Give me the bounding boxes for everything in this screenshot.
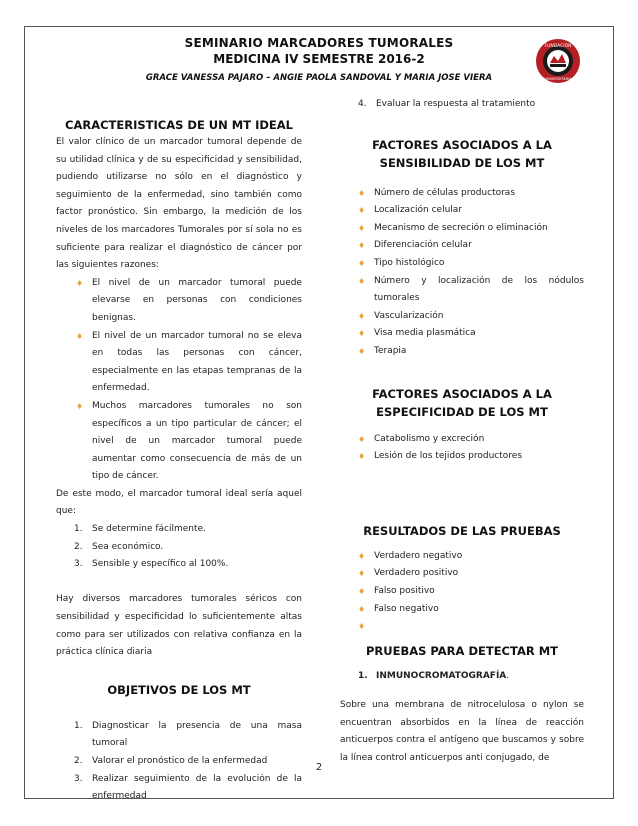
list-item: 2. Sea económico. [74, 541, 164, 552]
specificity-factors-list [340, 431, 584, 466]
list-item: ♦ Verdadero negativo [340, 548, 584, 566]
ideal-intro: De este modo, el marcador tumoral ideal sería aquel que: [56, 488, 302, 517]
list-item: ♦ El nivel de un marcador tumoral no se eleva en todas las personas con cáncer, especialmente en las etapas tempranas de la enfermedad. [56, 328, 302, 398]
tests-list [340, 668, 584, 686]
objectives-list-continued [340, 96, 584, 114]
doc-authors: GRACE VANESSA PAJARO – ANGIE PAOLA SANDOVAL Y MARIA JOSE VIERA [145, 73, 493, 83]
diamond-bullet-icon: ♦ [76, 401, 84, 411]
logo-bottom-text: UNIVERSITARIA [544, 77, 572, 81]
university-logo [535, 38, 581, 84]
list-item: ♦ Vascularización [340, 308, 584, 326]
diamond-bullet-icon: ♦ [358, 258, 366, 268]
list-item: 2. Valorar el pronóstico de la enfermedad [74, 756, 268, 766]
diamond-bullet-icon: ♦ [358, 452, 366, 462]
diamond-bullet-icon: ♦ [358, 434, 366, 444]
list-item: ♦ Muchos marcadores tumorales no son específicos a un tipo particular de cáncer; el nivel de un marcador tumoral puede aumentar como consecuencia de más de un tipo de cáncer. [56, 398, 302, 486]
list-item: 1. Diagnosticar la presencia de una masa tumoral [74, 720, 302, 749]
list-item: ♦ Mecanismo de secreción o eliminación [340, 220, 584, 238]
left-column [56, 116, 302, 806]
section-heading-caracteristicas: CARACTERISTICAS DE UN MT IDEAL [65, 118, 293, 132]
list-item: ♦ Terapia [340, 343, 584, 361]
list-item: ♦ Verdadero positivo [340, 565, 584, 583]
diamond-bullet-icon: ♦ [358, 586, 366, 596]
diamond-bullet-icon: ♦ [358, 622, 366, 632]
right-column [340, 96, 584, 768]
section-heading-objetivos: OBJETIVOS DE LOS MT [107, 682, 251, 697]
diamond-bullet-icon: ♦ [358, 569, 366, 579]
list-item: 3. Realizar seguimiento de la evolución de la enfermedad [74, 773, 302, 802]
list-item: 4. Evaluar la respuesta al tratamiento [358, 99, 536, 109]
list-item: ♦ Número de células productoras [340, 185, 584, 203]
ideal-list [56, 521, 302, 574]
diamond-bullet-icon: ♦ [358, 188, 366, 198]
diamond-bullet-icon: ♦ [358, 241, 366, 251]
list-item: ♦ Catabolismo y excreción [340, 431, 584, 449]
logo-top-text: FUNDACIÓN [544, 44, 572, 49]
doc-title: SEMINARIO MARCADORES TUMORALES [184, 36, 454, 50]
diamond-bullet-icon: ♦ [358, 346, 366, 356]
diamond-bullet-icon: ♦ [76, 278, 84, 288]
diamond-bullet-icon: ♦ [358, 223, 366, 233]
list-item: ♦ Lesión de los tejidos productores [340, 448, 584, 466]
immunochromatography-paragraph: Sobre una membrana de nitrocelulosa o nylon se encuentran absorbidos en la línea de reacción anticuerpos contra el antígeno que buscamos y sobre la línea control anticuerpos anti conjugado, de [340, 700, 584, 764]
list-item [340, 618, 584, 636]
sensitivity-factors-list [340, 185, 584, 361]
list-item: ♦ Visa media plasmática [340, 325, 584, 343]
doc-subtitle: MEDICINA IV SEMESTRE 2016-2 [213, 52, 425, 66]
list-item: ♦ Falso negativo [340, 601, 584, 619]
diamond-bullet-icon: ♦ [358, 551, 366, 561]
reasons-list [56, 275, 302, 486]
diamond-bullet-icon: ♦ [76, 331, 84, 341]
section-heading-sensibilidad: FACTORES ASOCIADOS A LA SENSIBILIDAD DE LOS MT [372, 137, 552, 170]
list-item: ♦ El nivel de un marcador tumoral puede elevarse en personas con condiciones benignas. [56, 275, 302, 328]
diamond-bullet-icon: ♦ [358, 329, 366, 339]
serum-markers-paragraph: Hay diversos marcadores tumorales séricos con sensibilidad y especificidad lo suficientemente altas como para ser utilizados con relativa confianza en la práctica clínica diaria [56, 594, 302, 658]
list-item: 1. INMUNOCROMATOGRAFÍA. [358, 670, 510, 681]
list-item: 1. Se determine fácilmente. [74, 524, 206, 535]
diamond-bullet-icon: ♦ [358, 604, 366, 614]
page-number: 2 [315, 762, 323, 773]
list-item: ♦ Falso positivo [340, 583, 584, 601]
diamond-bullet-icon: ♦ [358, 311, 366, 321]
list-item: ♦ Diferenciación celular [340, 237, 584, 255]
diamond-bullet-icon: ♦ [358, 206, 366, 216]
diamond-bullet-icon: ♦ [358, 276, 366, 286]
section-heading-especificidad: FACTORES ASOCIADOS A LA ESPECIFICIDAD DE LOS MT [372, 386, 552, 419]
intro-paragraph: El valor clínico de un marcador tumoral depende de su utilidad clínica y de su especificidad y sensibilidad, pudiendo utilizarse no sólo en el diagnóstico y seguimiento de la enfermedad, sino también como factor pronóstico. Sin embargo, la medición de los niveles de los marcadores Tumorales por sí sola no es suficiente para realizar el diagnóstico de cáncer por las siguientes razones: [56, 137, 302, 271]
section-heading-resultados: RESULTADOS DE LAS PRUEBAS [363, 523, 561, 538]
list-item: ♦ Localización celular [340, 202, 584, 220]
section-heading-pruebas: PRUEBAS PARA DETECTAR MT [365, 643, 558, 658]
list-item: ♦ Número y localización de los nódulos tumorales [340, 273, 584, 308]
list-item: ♦ Tipo histológico [340, 255, 584, 273]
results-list [340, 548, 584, 636]
list-item: 3. Sensible y específico al 100%. [74, 559, 229, 570]
